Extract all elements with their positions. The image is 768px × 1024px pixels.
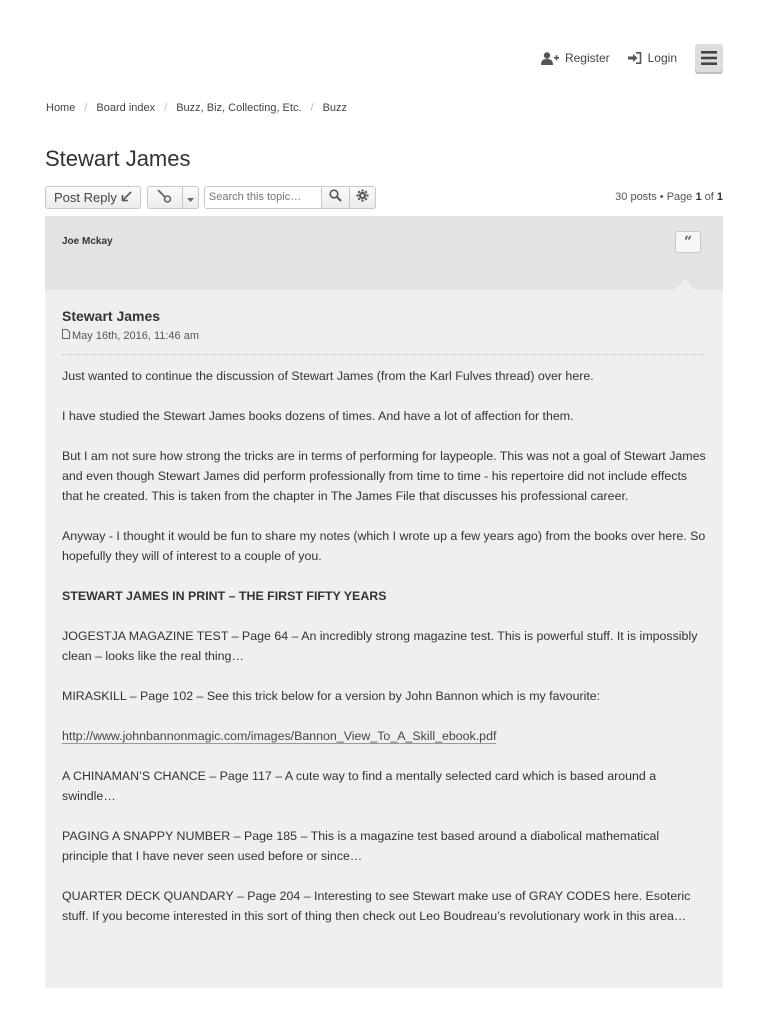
breadcrumb-board-index[interactable]: Board index (96, 102, 156, 114)
post-profile (45, 216, 723, 290)
gear-icon (356, 189, 369, 205)
post-paragraph: A CHINAMAN’S CHANCE – Page 117 – A cute way to find a mentally selected card which is based around a swindle… (62, 769, 657, 803)
topic-title[interactable]: Stewart James (45, 146, 191, 171)
pagination-info (615, 191, 723, 203)
reply-arrow-icon (121, 190, 132, 205)
register-link[interactable] (541, 51, 610, 65)
top-nav (541, 44, 723, 72)
quote-button[interactable] (675, 231, 701, 253)
current-page: 1 (695, 191, 702, 203)
add-user-icon (541, 52, 559, 65)
post-paragraph: Anyway - I thought it would be fun to share my notes (which I wrote up a few years ago) from the books over here. So hopefully they will of interest to a couple of you. (62, 529, 706, 563)
post (45, 216, 723, 988)
post-paragraph: JOGESTJA MAGAZINE TEST – Page 64 – An incredibly strong magazine test. This is powerful stuff. It is impossibly clean – looks like the real thing… (62, 629, 698, 663)
login-link[interactable] (628, 51, 677, 65)
post-link-paragraph (62, 726, 706, 746)
breadcrumb-forum-category[interactable]: Buzz, Biz, Collecting, Etc. (176, 102, 302, 114)
search-button[interactable] (322, 186, 350, 209)
section-heading: STEWART JAMES IN PRINT – THE FIRST FIFTY YEARS (62, 589, 387, 603)
topic-toolbar (45, 185, 723, 209)
search-topic-input[interactable] (204, 186, 322, 209)
sign-in-icon (628, 52, 642, 64)
post-link-icon[interactable] (62, 329, 70, 342)
advanced-search-button[interactable] (350, 186, 376, 209)
bannon-ebook-link[interactable]: http://www.johnbannonmagic.com/images/Bannon_View_To_A_Skill_ebook.pdf (62, 729, 497, 743)
post-reply-label: Post Reply (54, 189, 117, 205)
post-paragraph: QUARTER DECK QUANDARY – Page 204 – Interesting to see Stewart make use of GRAY CODES here. Esoteric stuff. If you become interested in this sort of thing then check out Leo Boudreau’s revolutionary work in this area… (62, 889, 691, 923)
caret-down-icon (187, 190, 194, 205)
hamburger-icon (701, 51, 717, 65)
post-reply-button[interactable] (45, 186, 141, 209)
breadcrumb-forum[interactable]: Buzz (322, 102, 348, 114)
post-paragraph: But I am not sure how strong the tricks are in terms of performing for laypeople. This was not a goal of Stewart James and even though Stewart James did perform professionally from time to time - his repertoire did not include effects that he created. This is taken from the chapter in The James File that discusses his professional career. (62, 449, 706, 503)
breadcrumb-home[interactable]: Home (46, 102, 76, 114)
post-date-text: May 16th, 2016, 11:46 am (72, 329, 199, 342)
breadcrumb-separator: / (310, 102, 314, 114)
topic-search (204, 186, 376, 209)
wrench-icon (157, 189, 173, 206)
topic-tools-button[interactable] (147, 186, 183, 209)
post-author[interactable]: Joe Mckay (62, 236, 113, 247)
post-content (62, 366, 706, 926)
login-label: Login (647, 51, 677, 65)
breadcrumb-separator: / (164, 102, 168, 114)
post-count: 30 posts • Page (615, 191, 696, 203)
search-icon (329, 189, 342, 205)
breadcrumb (46, 102, 347, 114)
total-pages: 1 (716, 191, 723, 203)
post-date (62, 329, 706, 355)
post-paragraph: I have studied the Stewart James books dozens of times. And have a lot of affection for them. (62, 409, 574, 423)
menu-button[interactable] (695, 44, 723, 72)
post-body (45, 290, 723, 926)
post-arrow (673, 279, 697, 291)
post-title[interactable]: Stewart James (62, 308, 161, 324)
post-paragraph: MIRASKILL – Page 102 – See this trick below for a version by John Bannon which is my favourite: (62, 689, 601, 703)
pagination-of: of (701, 191, 717, 203)
post-paragraph: PAGING A SNAPPY NUMBER – Page 185 – This is a magazine test based around a diabolical mathematical principle that I have never seen used before or since… (62, 829, 660, 863)
register-label: Register (564, 51, 610, 65)
quote-icon: “ (683, 234, 693, 250)
breadcrumb-separator: / (84, 102, 88, 114)
post-paragraph: Just wanted to continue the discussion of Stewart James (from the Karl Fulves thread) over here. (62, 369, 594, 383)
topic-tools-dropdown[interactable] (183, 186, 199, 209)
